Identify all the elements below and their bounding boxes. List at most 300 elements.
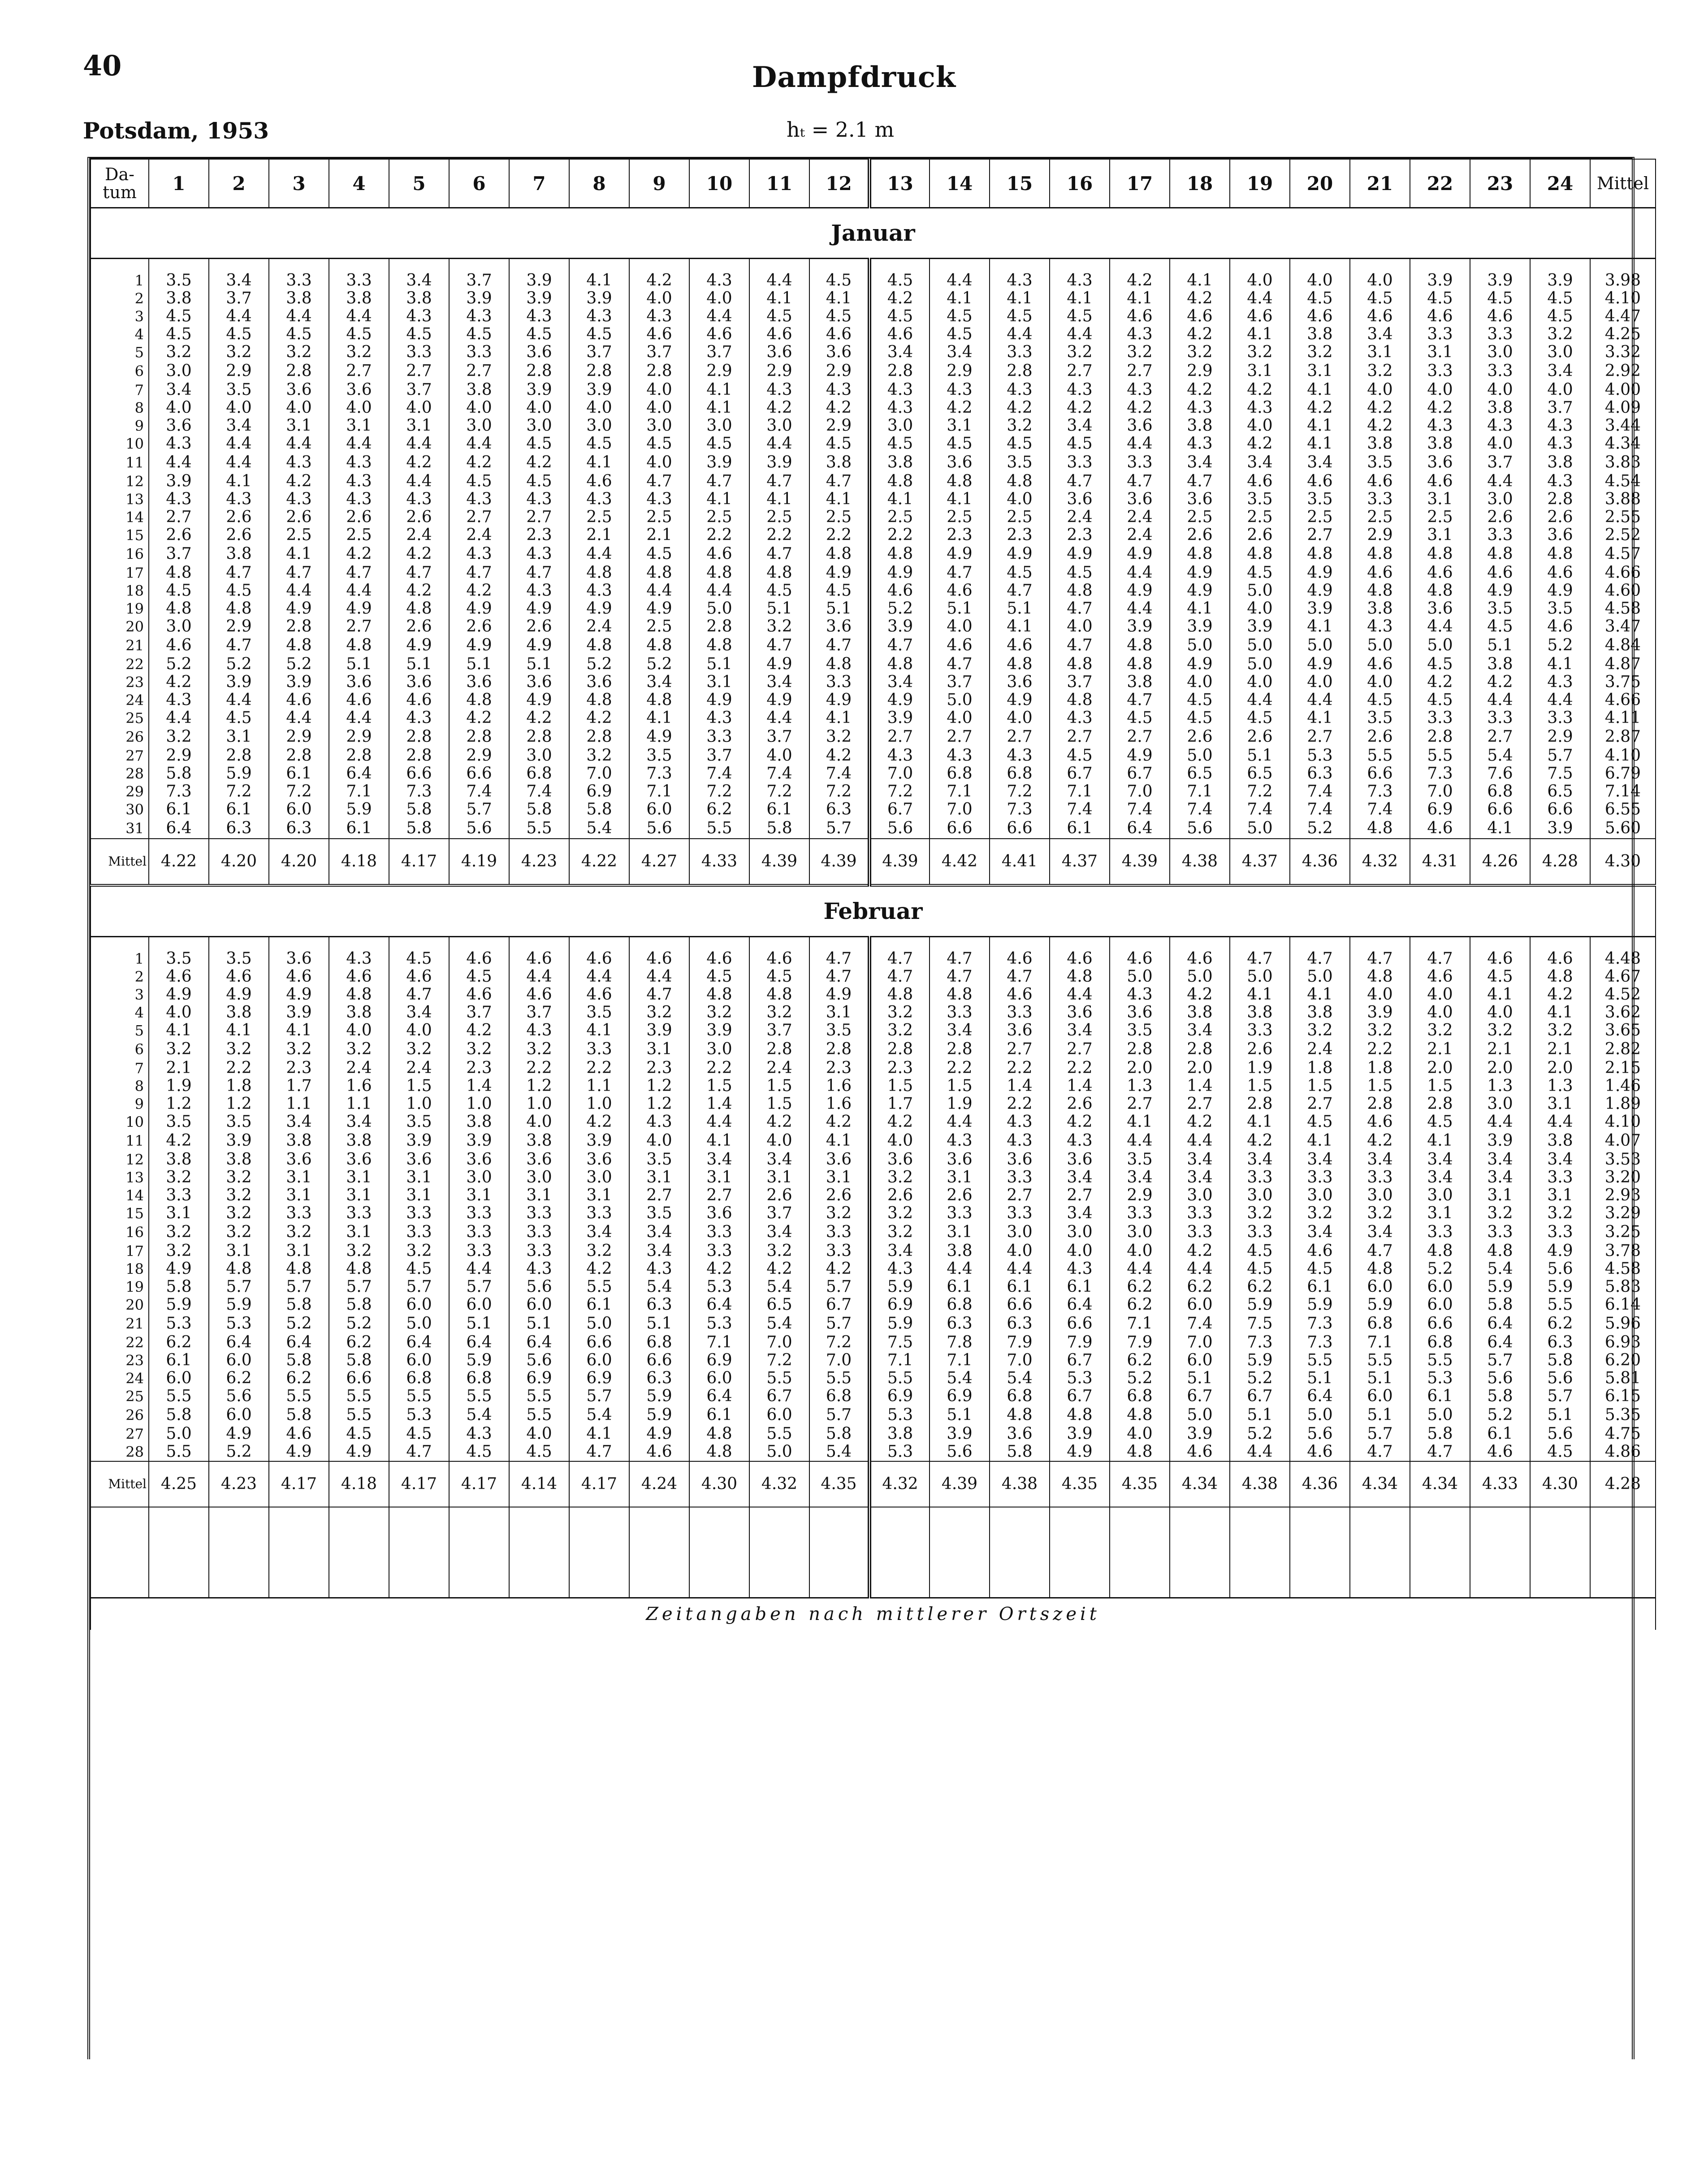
table-row [91,1296,1656,1314]
hourly-value-cell: 1.2 [509,1077,569,1095]
hourly-value-cell: 2.2 [1050,1059,1110,1077]
hourly-value-cell: 3.9 [1530,819,1590,839]
hourly-value-cell: 4.8 [209,1260,269,1278]
hourly-value-cell: 4.6 [689,325,749,343]
hourly-value-cell: 2.9 [209,361,269,381]
hourly-value-cell: 7.0 [1410,783,1470,801]
header-hour-21: 21 [1350,159,1410,208]
hourly-value-cell: 4.4 [1470,1113,1530,1131]
hourly-value-cell: 3.9 [1530,259,1590,290]
blank-cell [1470,1507,1530,1598]
hourly-value-cell: 5.5 [749,1369,809,1387]
hourly-value-cell: 4.8 [869,472,930,490]
month-heading-row [91,885,1656,937]
hourly-value-cell: 4.6 [569,937,629,968]
hourly-value-cell: 2.6 [269,508,329,526]
hourly-value-cell: 4.4 [149,453,209,472]
table-row [91,544,1656,564]
hourly-value-cell: 6.8 [990,1387,1050,1405]
day-number: 13 [91,490,149,508]
hourly-value-cell: 4.6 [629,1443,689,1461]
hourly-value-cell: 5.2 [1110,1369,1170,1387]
hourly-value-cell: 5.6 [869,819,930,839]
hourly-value-cell: 4.5 [329,1425,389,1443]
hourly-value-cell: 3.2 [269,1040,329,1059]
hourly-value-cell: 5.0 [569,1314,629,1334]
hourly-value-cell: 2.6 [209,508,269,526]
hourly-value-cell: 5.2 [1230,1369,1290,1387]
hourly-value-cell: 3.4 [1230,1151,1290,1169]
hourly-value-cell: 4.0 [329,1022,389,1040]
hourly-value-cell: 1.7 [269,1077,329,1095]
hourly-value-cell: 2.3 [930,526,990,544]
table-row [91,709,1656,727]
hourly-value-cell: 3.2 [869,1222,930,1242]
hourly-value-cell: 5.7 [1470,1351,1530,1369]
day-number: 1 [91,937,149,968]
day-number: 20 [91,1296,149,1314]
daily-mean-cell: 3.20 [1590,1169,1656,1187]
hourly-value-cell: 7.4 [809,765,869,783]
hourly-value-cell: 3.6 [749,343,809,361]
hourly-value-cell: 4.4 [689,582,749,600]
hourly-value-cell: 3.5 [569,1004,629,1022]
hourly-value-cell: 5.1 [809,600,869,618]
hourly-value-cell: 3.2 [209,1040,269,1059]
table-row [91,618,1656,636]
hourly-value-cell: 5.8 [990,1443,1050,1461]
hourly-value-cell: 2.6 [509,618,569,636]
hourly-value-cell: 2.0 [1470,1059,1530,1077]
hourly-value-cell: 4.8 [1290,544,1350,564]
hourly-value-cell: 7.4 [1170,801,1230,819]
day-number: 11 [91,1131,149,1151]
hourly-value-cell: 4.0 [509,399,569,417]
hourly-value-cell: 3.7 [509,1004,569,1022]
hourly-value-cell: 4.8 [1110,655,1170,673]
hourly-value-cell: 4.5 [1530,308,1590,325]
hourly-value-cell: 3.3 [569,1204,629,1222]
hourly-value-cell: 4.7 [930,655,990,673]
hourly-value-cell: 2.4 [1110,508,1170,526]
hourly-value-cell: 3.4 [749,1151,809,1169]
hourly-value-cell: 4.2 [449,453,509,472]
daily-mean-cell: 4.52 [1590,986,1656,1004]
hourly-value-cell: 6.9 [509,1369,569,1387]
table-row [91,1260,1656,1278]
day-number: 14 [91,1187,149,1204]
hourly-value-cell: 4.5 [509,435,569,453]
hourly-value-cell: 3.4 [149,381,209,399]
hourly-value-cell: 4.0 [389,399,449,417]
hourly-value-cell: 7.4 [1350,801,1410,819]
hourly-value-cell: 6.7 [1050,765,1110,783]
day-number: 8 [91,399,149,417]
hourly-value-cell: 5.7 [1530,747,1590,765]
day-number: 7 [91,381,149,399]
hourly-value-cell: 2.8 [1170,1040,1230,1059]
hourly-value-cell: 3.1 [509,1187,569,1204]
day-number: 4 [91,325,149,343]
hourly-value-cell: 3.6 [269,937,329,968]
hourly-value-cell: 4.1 [749,290,809,308]
hourly-value-cell: 4.5 [389,937,449,968]
hourly-value-cell: 3.1 [329,417,389,435]
hourly-value-cell: 5.0 [149,1425,209,1443]
hourly-value-cell: 4.6 [869,582,930,600]
hourly-value-cell: 4.8 [689,1443,749,1461]
hourly-value-cell: 1.5 [869,1077,930,1095]
hourly-value-cell: 4.0 [1290,673,1350,691]
hourly-value-cell: 4.0 [1290,259,1350,290]
hourly-value-cell: 4.8 [1050,968,1110,986]
hourly-mean-cell: 4.30 [689,1461,749,1507]
hourly-value-cell: 5.2 [1410,1260,1470,1278]
hourly-value-cell: 3.3 [1410,709,1470,727]
hourly-value-cell: 4.8 [869,986,930,1004]
hourly-value-cell: 5.5 [1350,747,1410,765]
hourly-value-cell: 3.6 [869,1151,930,1169]
hourly-value-cell: 3.4 [1290,453,1350,472]
hourly-value-cell: 3.8 [209,1151,269,1169]
hourly-value-cell: 4.3 [629,1113,689,1131]
hourly-value-cell: 3.5 [149,1113,209,1131]
blank-cell [569,1507,629,1598]
hourly-value-cell: 4.0 [1470,381,1530,399]
day-number: 28 [91,1443,149,1461]
hourly-value-cell: 7.3 [1230,1334,1290,1351]
hourly-value-cell: 2.1 [1470,1040,1530,1059]
hourly-value-cell: 1.5 [389,1077,449,1095]
hourly-value-cell: 7.2 [869,783,930,801]
daily-mean-cell: 3.78 [1590,1242,1656,1260]
day-number: 12 [91,472,149,490]
hourly-value-cell: 3.2 [1530,1204,1590,1222]
hourly-value-cell: 2.1 [1410,1040,1470,1059]
daily-mean-cell: 3.44 [1590,417,1656,435]
hourly-value-cell: 3.8 [149,290,209,308]
hourly-value-cell: 2.8 [1410,1095,1470,1113]
hourly-value-cell: 5.8 [389,801,449,819]
hourly-value-cell: 4.1 [1290,709,1350,727]
hourly-value-cell: 3.4 [1170,453,1230,472]
hourly-value-cell: 3.5 [1110,1022,1170,1040]
blank-cell [930,1507,990,1598]
hourly-value-cell: 2.6 [809,1187,869,1204]
day-number: 24 [91,691,149,709]
hourly-value-cell: 2.4 [1110,526,1170,544]
hourly-value-cell: 3.6 [269,1151,329,1169]
mean-row [91,839,1656,885]
hourly-value-cell: 2.8 [209,747,269,765]
hourly-value-cell: 5.5 [149,1443,209,1461]
hourly-value-cell: 4.7 [1350,937,1410,968]
hourly-value-cell: 4.7 [749,544,809,564]
hourly-value-cell: 3.8 [1290,325,1350,343]
hourly-value-cell: 4.2 [749,1260,809,1278]
hourly-value-cell: 4.2 [1110,259,1170,290]
hourly-value-cell: 4.3 [1050,259,1110,290]
hourly-value-cell: 5.8 [509,801,569,819]
hourly-value-cell: 3.5 [629,1151,689,1169]
hourly-value-cell: 7.4 [1290,783,1350,801]
hourly-value-cell: 4.4 [269,435,329,453]
hourly-value-cell: 2.8 [269,361,329,381]
hourly-value-cell: 4.7 [930,564,990,582]
hourly-value-cell: 4.5 [629,435,689,453]
hourly-value-cell: 6.3 [930,1314,990,1334]
hourly-value-cell: 2.3 [269,1059,329,1077]
hourly-value-cell: 3.6 [930,453,990,472]
hourly-value-cell: 5.9 [869,1278,930,1296]
hourly-value-cell: 2.6 [1050,1095,1110,1113]
day-number: 10 [91,435,149,453]
hourly-value-cell: 5.0 [1170,968,1230,986]
hourly-value-cell: 3.0 [1050,1222,1110,1242]
hourly-value-cell: 4.6 [1470,937,1530,968]
day-number: 23 [91,1351,149,1369]
hourly-value-cell: 4.5 [1050,435,1110,453]
hourly-value-cell: 4.6 [930,636,990,655]
day-number: 21 [91,636,149,655]
header-hour-10: 10 [689,159,749,208]
hourly-value-cell: 4.0 [749,1131,809,1151]
hourly-value-cell: 6.5 [1230,765,1290,783]
daily-mean-cell: 3.98 [1590,259,1656,290]
hourly-value-cell: 5.1 [749,600,809,618]
hourly-value-cell: 2.9 [930,361,990,381]
hourly-value-cell: 1.6 [329,1077,389,1095]
hourly-value-cell: 4.7 [689,472,749,490]
hourly-mean-cell: 4.37 [1230,839,1290,885]
hourly-value-cell: 2.6 [389,508,449,526]
hourly-value-cell: 4.2 [629,259,689,290]
hourly-value-cell: 5.8 [749,819,809,839]
hourly-value-cell: 7.4 [1230,801,1290,819]
hourly-value-cell: 4.2 [809,747,869,765]
hourly-value-cell: 3.8 [809,453,869,472]
hourly-value-cell: 4.3 [389,490,449,508]
hourly-value-cell: 2.2 [509,1059,569,1077]
hourly-value-cell: 4.0 [1350,381,1410,399]
hourly-value-cell: 6.1 [990,1278,1050,1296]
hourly-value-cell: 3.8 [1110,673,1170,691]
hourly-value-cell: 3.4 [869,343,930,361]
hourly-value-cell: 3.7 [149,544,209,564]
hourly-value-cell: 2.7 [869,727,930,747]
hourly-value-cell: 3.5 [389,1113,449,1131]
hourly-value-cell: 3.2 [149,1169,209,1187]
hourly-value-cell: 3.0 [749,417,809,435]
hourly-value-cell: 7.1 [930,1351,990,1369]
blank-cell [149,1507,209,1598]
hourly-value-cell: 4.1 [689,381,749,399]
table-row [91,937,1656,968]
hourly-value-cell: 4.1 [749,490,809,508]
hourly-value-cell: 3.3 [930,1004,990,1022]
hourly-value-cell: 2.2 [809,526,869,544]
hourly-value-cell: 5.3 [1050,1369,1110,1387]
hourly-value-cell: 2.6 [749,1187,809,1204]
hourly-value-cell: 4.8 [149,564,209,582]
hourly-value-cell: 4.1 [569,453,629,472]
hourly-value-cell: 4.3 [329,490,389,508]
hourly-value-cell: 2.3 [809,1059,869,1077]
hourly-value-cell: 7.3 [1290,1314,1350,1334]
hourly-value-cell: 3.0 [449,1169,509,1187]
hourly-value-cell: 4.3 [389,308,449,325]
hourly-value-cell: 6.9 [869,1296,930,1314]
hourly-value-cell: 6.9 [869,1387,930,1405]
hourly-value-cell: 6.5 [1170,765,1230,783]
table-row [91,308,1656,325]
hourly-value-cell: 6.1 [1050,1278,1110,1296]
hourly-value-cell: 3.9 [1470,1131,1530,1151]
hourly-value-cell: 3.7 [689,747,749,765]
hourly-value-cell: 4.2 [1470,673,1530,691]
hourly-value-cell: 6.2 [1530,1314,1590,1334]
hourly-value-cell: 7.2 [990,783,1050,801]
hourly-value-cell: 4.3 [209,490,269,508]
footer-note: Zeitangaben nach mittlerer Ortszeit [91,1598,1656,1630]
blank-cell [749,1507,809,1598]
hourly-value-cell: 4.7 [990,968,1050,986]
table-row [91,636,1656,655]
hourly-value-cell: 5.1 [449,655,509,673]
hourly-value-cell: 7.5 [869,1334,930,1351]
hourly-value-cell: 4.7 [629,472,689,490]
hourly-value-cell: 4.0 [509,1113,569,1131]
hourly-value-cell: 4.1 [149,1022,209,1040]
hourly-value-cell: 4.0 [1410,986,1470,1004]
table-row [91,1095,1656,1113]
hourly-value-cell: 3.3 [1110,1204,1170,1222]
hourly-value-cell: 3.1 [329,1187,389,1204]
day-number: 22 [91,655,149,673]
hourly-value-cell: 4.7 [869,937,930,968]
hourly-value-cell: 4.5 [209,709,269,727]
table-row [91,582,1656,600]
hourly-value-cell: 4.9 [209,1425,269,1443]
hourly-value-cell: 3.2 [269,343,329,361]
hourly-value-cell: 6.1 [749,801,809,819]
hourly-value-cell: 6.4 [689,1296,749,1314]
hourly-value-cell: 5.7 [209,1278,269,1296]
hourly-value-cell: 1.0 [569,1095,629,1113]
hourly-value-cell: 3.2 [1470,1022,1530,1040]
hourly-value-cell: 3.3 [809,1242,869,1260]
hourly-value-cell: 2.7 [689,1187,749,1204]
hourly-mean-cell: 4.38 [1230,1461,1290,1507]
hourly-value-cell: 4.3 [990,1131,1050,1151]
hourly-value-cell: 4.8 [869,655,930,673]
daily-mean-cell: 4.34 [1590,435,1656,453]
hourly-value-cell: 5.0 [1410,1405,1470,1425]
hourly-mean-cell: 4.39 [809,839,869,885]
hourly-value-cell: 3.0 [1110,1222,1170,1242]
hourly-value-cell: 2.8 [1410,727,1470,747]
hourly-value-cell: 6.3 [1290,765,1350,783]
hourly-value-cell: 1.5 [1290,1077,1350,1095]
hourly-value-cell: 4.2 [749,1113,809,1131]
hourly-value-cell: 4.9 [809,986,869,1004]
hourly-value-cell: 3.7 [1470,453,1530,472]
hourly-value-cell: 4.6 [149,636,209,655]
hourly-value-cell: 3.5 [629,747,689,765]
hourly-value-cell: 4.5 [1410,290,1470,308]
header-row [91,159,1656,208]
hourly-value-cell: 1.4 [1050,1077,1110,1095]
hourly-value-cell: 3.4 [1170,1169,1230,1187]
daily-mean-cell: 4.87 [1590,655,1656,673]
table-row [91,1204,1656,1222]
hourly-value-cell: 4.3 [1110,325,1170,343]
hourly-value-cell: 4.2 [1410,399,1470,417]
hourly-value-cell: 4.8 [990,655,1050,673]
hourly-value-cell: 2.7 [329,361,389,381]
hourly-value-cell: 3.5 [1530,600,1590,618]
hourly-value-cell: 3.6 [809,343,869,361]
hourly-value-cell: 3.8 [930,1242,990,1260]
hourly-value-cell: 6.4 [209,1334,269,1351]
hourly-value-cell: 7.3 [389,783,449,801]
hourly-value-cell: 4.3 [629,308,689,325]
hourly-value-cell: 2.8 [269,618,329,636]
hourly-value-cell: 4.5 [930,435,990,453]
hourly-value-cell: 2.0 [1170,1059,1230,1077]
hourly-value-cell: 4.1 [809,290,869,308]
hourly-value-cell: 3.2 [869,1022,930,1040]
hourly-value-cell: 5.1 [1530,1405,1590,1425]
hourly-value-cell: 1.3 [1530,1077,1590,1095]
hourly-value-cell: 4.2 [569,1260,629,1278]
hourly-value-cell: 6.3 [209,819,269,839]
hourly-value-cell: 6.4 [1050,1296,1110,1314]
hourly-value-cell: 7.1 [1350,1334,1410,1351]
blank-cell [509,1507,569,1598]
day-number: 11 [91,453,149,472]
hourly-value-cell: 4.6 [509,986,569,1004]
hourly-value-cell: 5.0 [1350,636,1410,655]
hourly-value-cell: 3.2 [209,343,269,361]
hourly-value-cell: 7.8 [930,1334,990,1351]
hourly-value-cell: 4.4 [1230,290,1290,308]
hourly-value-cell: 4.3 [1110,986,1170,1004]
hourly-mean-cell: 4.41 [990,839,1050,885]
hourly-value-cell: 7.9 [1050,1334,1110,1351]
hourly-value-cell: 2.4 [569,618,629,636]
hourly-value-cell: 5.5 [329,1387,389,1405]
hourly-value-cell: 2.7 [449,361,509,381]
hourly-value-cell: 4.6 [1410,819,1470,839]
hourly-value-cell: 5.9 [149,1296,209,1314]
blank-cell [1350,1507,1410,1598]
hourly-value-cell: 2.5 [930,508,990,526]
hourly-value-cell: 3.9 [689,453,749,472]
hourly-value-cell: 4.6 [990,937,1050,968]
hourly-value-cell: 4.3 [329,472,389,490]
hourly-value-cell: 2.2 [749,526,809,544]
hourly-value-cell: 3.5 [1350,709,1410,727]
hourly-value-cell: 5.3 [869,1405,930,1425]
table-row [91,968,1656,986]
daily-mean-cell: 2.92 [1590,361,1656,381]
hourly-value-cell: 3.3 [389,1222,449,1242]
hourly-value-cell: 1.9 [149,1077,209,1095]
hourly-value-cell: 5.8 [1470,1387,1530,1405]
hourly-value-cell: 2.8 [1110,1040,1170,1059]
daily-mean-cell: 4.86 [1590,1443,1656,1461]
